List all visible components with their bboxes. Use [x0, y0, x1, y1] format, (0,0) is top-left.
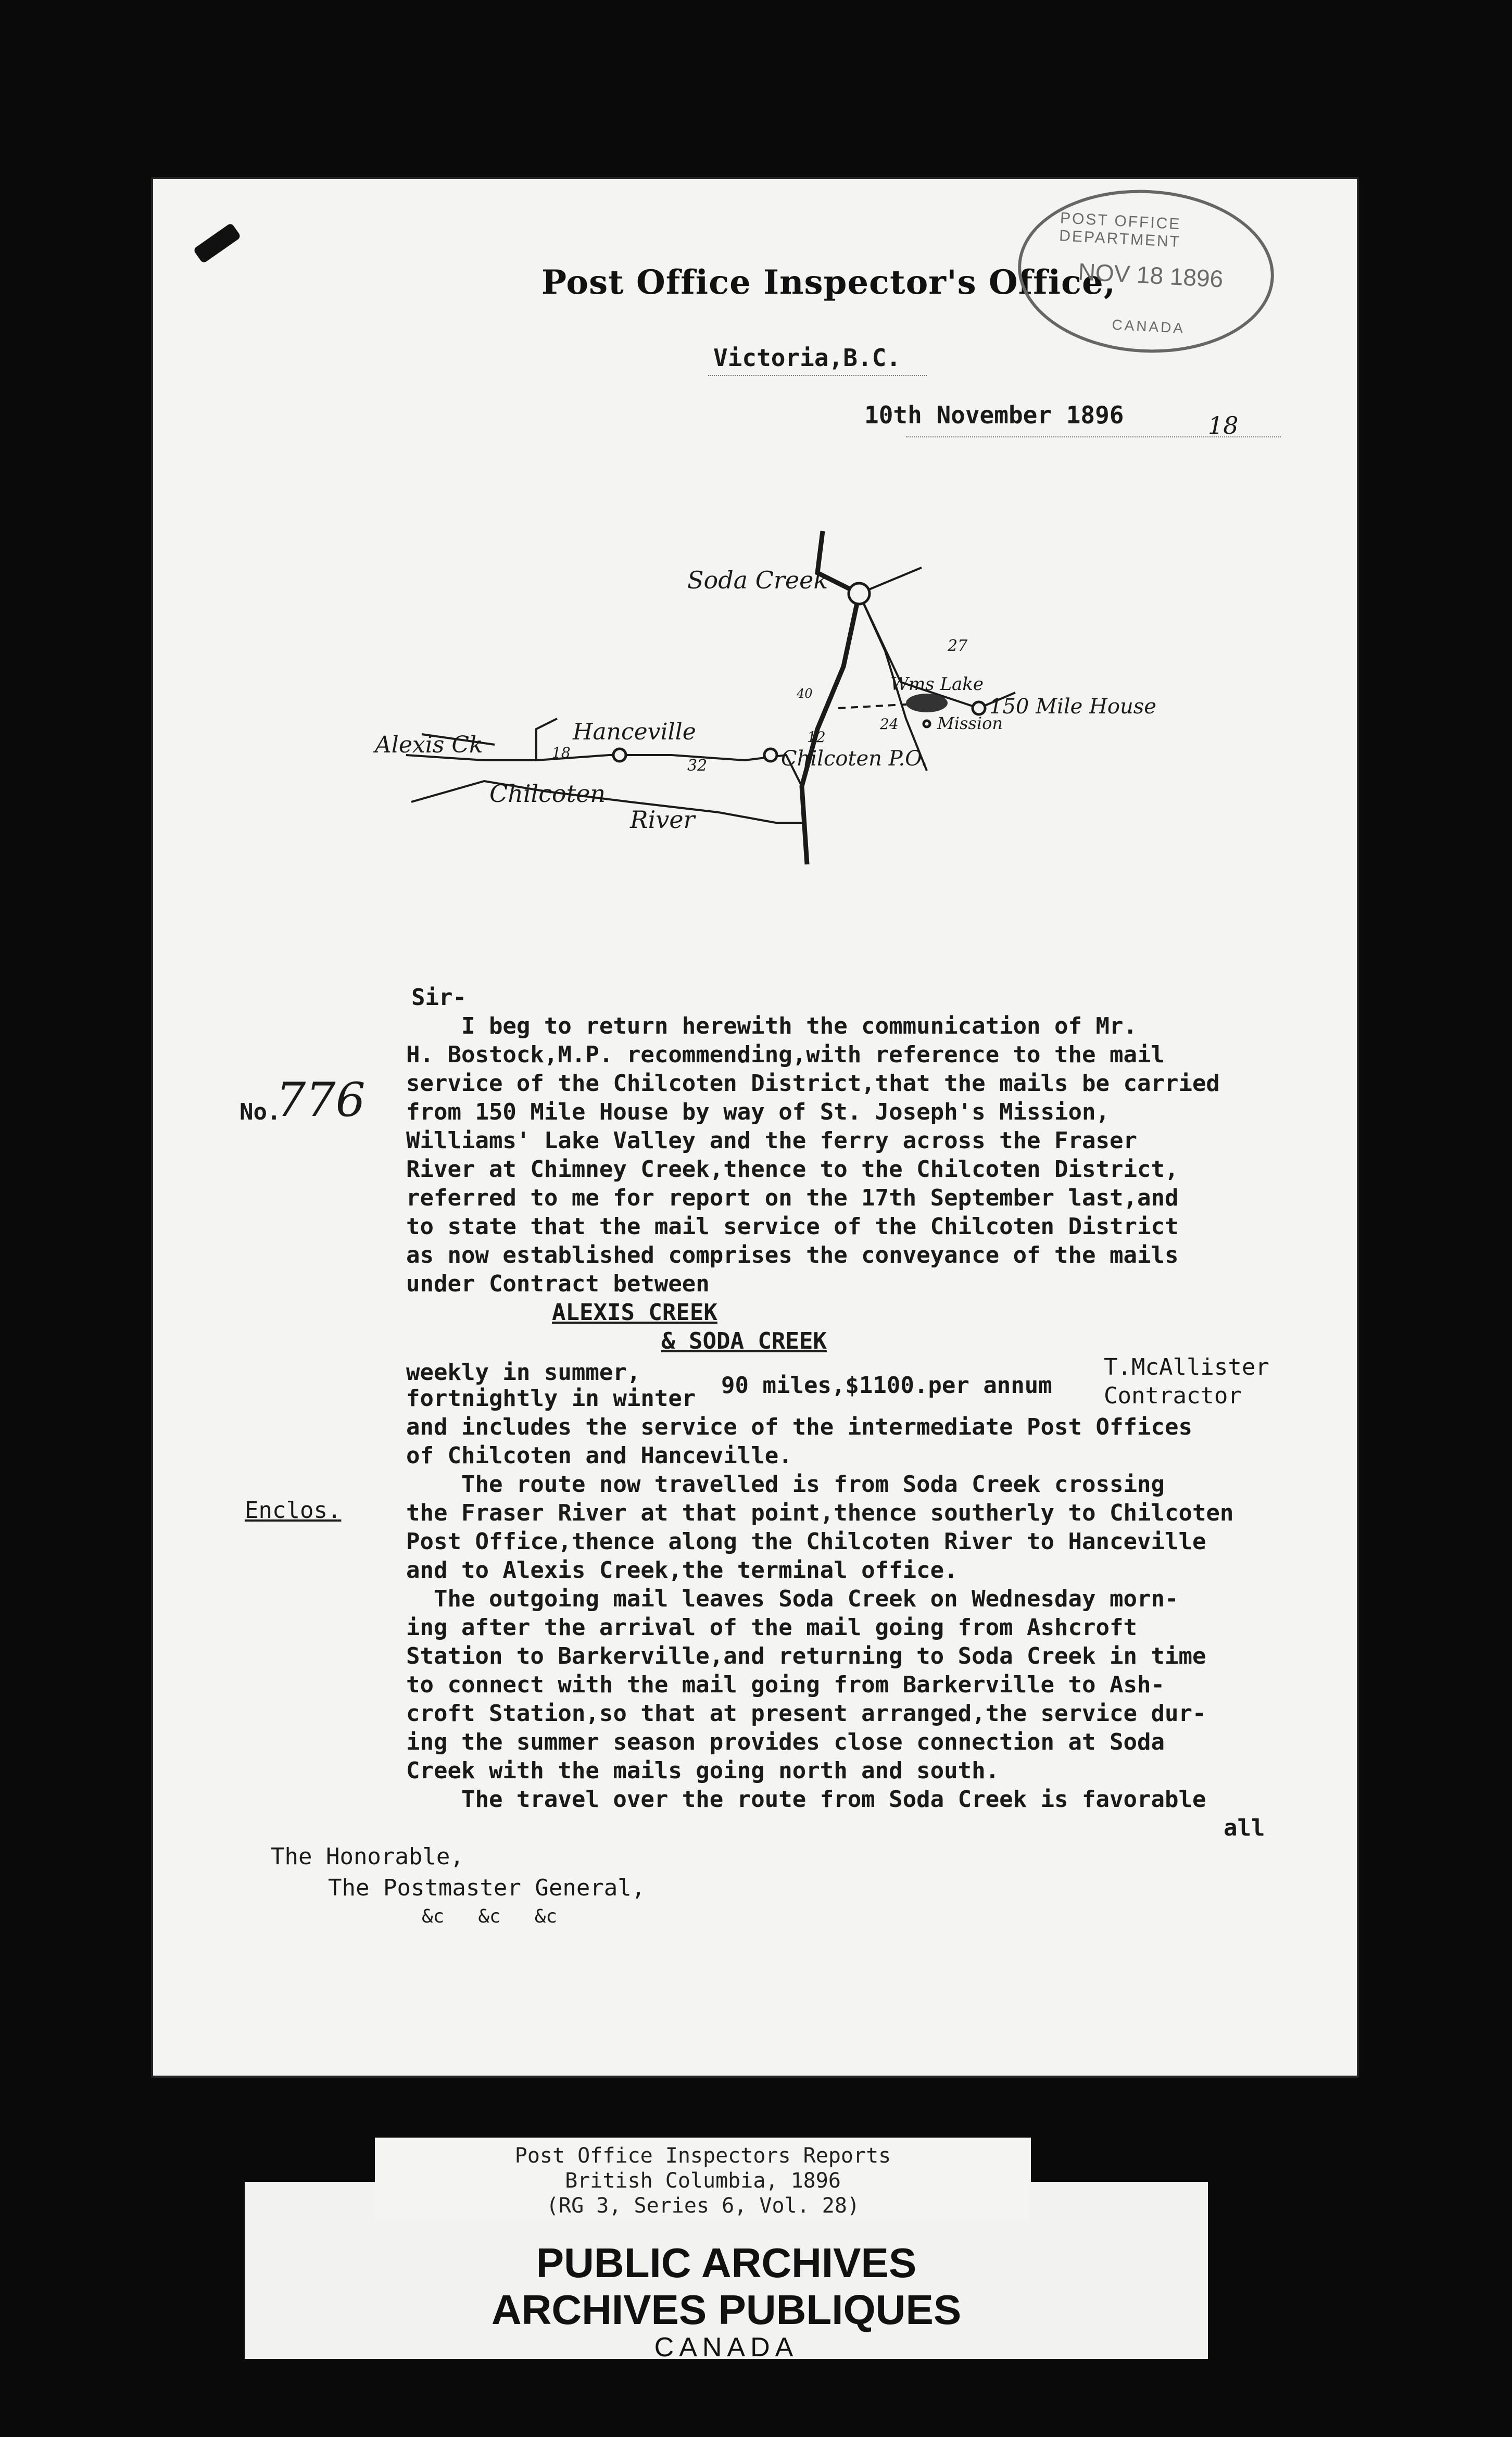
- letter-line: I beg to return herewith the communication of Mr.: [406, 1013, 1137, 1039]
- letter-line: and includes the service of the intermediate Post Offices: [406, 1414, 1192, 1440]
- map-label-n27: 27: [948, 637, 968, 655]
- archive-name-en: PUBLIC ARCHIVES: [536, 2240, 917, 2286]
- place-line: Victoria,B.C.: [713, 344, 901, 372]
- letter-line: Williams' Lake Valley and the ferry across the Fraser: [406, 1127, 1137, 1154]
- letter-line: to connect with the mail going from Barkerville to Ash-: [406, 1672, 1165, 1698]
- map-label-n18: 18: [552, 744, 571, 761]
- date-suffix: 18: [1208, 411, 1239, 439]
- map-label-wms-lake: Wms Lake: [890, 674, 984, 695]
- map-label-n12: 12: [807, 728, 826, 746]
- map-label-river: River: [630, 806, 695, 834]
- file-number-value: 776: [276, 1073, 366, 1127]
- letter-line: The travel over the route from Soda Creek is favorable: [406, 1786, 1206, 1813]
- map-label-alexis: Alexis Ck: [375, 732, 483, 758]
- chilcoten-river-line: [411, 781, 802, 823]
- letter-line: The route now travelled is from Soda Creek crossing: [406, 1471, 1165, 1498]
- addressee-line-2: The Postmaster General,: [328, 1875, 646, 1901]
- file-number-label: No.: [240, 1099, 281, 1125]
- letter-line: to state that the mail service of the Chilcoten District: [406, 1213, 1179, 1240]
- letter-line: the Fraser River at that point,thence southerly to Chilcoten: [406, 1500, 1234, 1526]
- frequency-summer: weekly in summer,: [406, 1359, 641, 1386]
- place-rule: [708, 375, 927, 376]
- letter-line: referred to me for report on the 17th September last,and: [406, 1185, 1179, 1211]
- letter-line: from 150 Mile House by way of St. Joseph's Mission,: [406, 1099, 1110, 1125]
- contractor-name: T.McAllister: [1104, 1354, 1269, 1380]
- map-label-soda-creek: Soda Creek: [687, 566, 828, 594]
- williams-lake-shape: [906, 694, 948, 712]
- letter-line: Creek with the mails going north and south.: [406, 1757, 1000, 1784]
- map-label-chilcoten-river: Chilcoten: [489, 780, 606, 808]
- letter-line: Station to Barkerville,and returning to Soda Creek in time: [406, 1643, 1206, 1669]
- mile-house-marker: [973, 702, 985, 714]
- letter-line: ing the summer season provides close connection at Soda: [406, 1729, 1165, 1755]
- letter-line: River at Chimney Creek,thence to the Chilcoten District,: [406, 1156, 1179, 1183]
- letter-line: croft Station,so that at present arranged,the service dur-: [406, 1700, 1206, 1727]
- route-sketch-map: [359, 510, 1213, 927]
- soda-creek-marker: [849, 583, 870, 604]
- mission-marker: [924, 721, 930, 727]
- stamp-bottom-text: CANADA: [1111, 316, 1186, 337]
- reference-line-1: Post Office Inspectors Reports: [514, 2144, 891, 2168]
- map-label-mile-house: 150 Mile House: [989, 695, 1156, 719]
- reference-line-2: British Columbia, 1896: [565, 2169, 841, 2193]
- letter-line: Post Office,thence along the Chilcoten River to Hanceville: [406, 1528, 1206, 1555]
- salutation: Sir-: [411, 984, 467, 1011]
- map-label-n40: 40: [797, 686, 813, 701]
- letter-line: H. Bostock,M.P. recommending,with reference to the mail: [406, 1041, 1165, 1068]
- map-label-chilcoten-po: Chilcoten P.O.: [781, 747, 928, 771]
- stamp-date: NOV 18 1896: [1077, 258, 1224, 293]
- addressee-line-1: The Honorable,: [271, 1843, 464, 1870]
- route-from: ALEXIS CREEK: [552, 1299, 717, 1326]
- chilcoten-po-marker: [764, 749, 777, 761]
- letterhead-title: Post Office Inspector's Office,: [541, 263, 1116, 302]
- letter-line: as now established comprises the conveyance of the mails: [406, 1242, 1179, 1268]
- letter-line: and to Alexis Creek,the terminal office.: [406, 1557, 958, 1584]
- map-label-n32: 32: [687, 757, 708, 775]
- frequency-winter: fortnightly in winter: [406, 1385, 696, 1412]
- map-label-mission: Mission: [937, 713, 1003, 733]
- archive-name-fr: ARCHIVES PUBLIQUES: [491, 2287, 962, 2333]
- map-label-n24: 24: [880, 715, 899, 733]
- letter-date: 10th November 1896: [864, 401, 1124, 429]
- route-to: & SODA CREEK: [661, 1328, 827, 1354]
- date-rule: [906, 436, 1281, 437]
- letter-line: of Chilcoten and Hanceville.: [406, 1442, 792, 1469]
- letter-line: service of the Chilcoten District,that the mails be carried: [406, 1070, 1220, 1097]
- archive-reference-label: [375, 2138, 1031, 2221]
- archive-country: CANADA: [654, 2332, 799, 2363]
- enclosure-note: Enclos.: [245, 1497, 342, 1524]
- reference-line-3: (RG 3, Series 6, Vol. 28): [546, 2194, 860, 2218]
- route-distance-cost: 90 miles,$1100.per annum: [721, 1372, 1052, 1399]
- letter-line: under Contract between: [406, 1271, 710, 1297]
- addressee-line-3: &c &c &c: [422, 1906, 558, 1927]
- continued-catchword: all: [1224, 1815, 1265, 1841]
- map-label-hanceville: Hanceville: [573, 719, 696, 745]
- letter-line: The outgoing mail leaves Soda Creek on Wednesday morn-: [406, 1586, 1179, 1612]
- stamp-top-text: POST OFFICE DEPARTMENT: [1059, 209, 1182, 251]
- hanceville-marker: [613, 749, 626, 761]
- contractor-role: Contractor: [1104, 1383, 1242, 1409]
- letter-line: ing after the arrival of the mail going from Ashcroft: [406, 1614, 1137, 1641]
